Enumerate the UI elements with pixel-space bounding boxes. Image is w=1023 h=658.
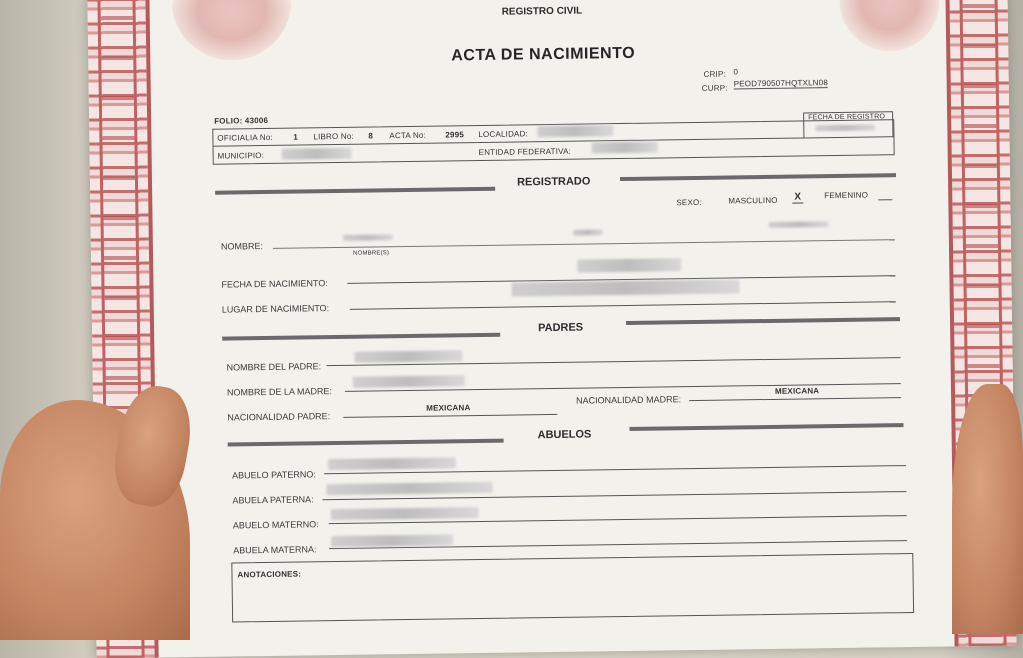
lugar-nacimiento-redacted [511, 279, 739, 296]
section-abuelos: ABUELOS [537, 428, 592, 442]
oficialia-label: OFICIALIA No: [217, 132, 273, 143]
registro-civil-heading: REGISTRO CIVIL [501, 5, 583, 18]
municipio-label: MUNICIPIO: [217, 151, 265, 161]
fecha-registro-redacted [815, 124, 875, 131]
folio: FOLIO: 43006 [214, 115, 269, 126]
libro-value: 8 [368, 131, 374, 141]
curp-value: PEOD790507HQTXLN08 [733, 78, 829, 89]
nac-padre-label: NACIONALIDAD PADRE: [227, 411, 331, 423]
fecha-nacimiento-label: FECHA DE NACIMIENTO: [221, 278, 328, 290]
entidad-label: ENTIDAD FEDERATIVA: [478, 146, 572, 158]
abuelo-materno-label: ABUELO MATERNO: [232, 519, 319, 531]
masculino-mark: X [792, 191, 803, 203]
padre-label: NOMBRE DEL PADRE: [226, 361, 322, 373]
nac-madre-label: NACIONALIDAD MADRE: [576, 394, 682, 406]
acta-label: ACTA No: [389, 130, 427, 141]
abuela-paterna-redacted [326, 482, 492, 495]
municipio-redacted [282, 148, 352, 160]
lugar-nacimiento-label: LUGAR DE NACIMIENTO: [221, 303, 330, 315]
crip-value: 0 [733, 67, 739, 77]
entidad-redacted [591, 142, 657, 154]
section-padres: PADRES [538, 321, 584, 335]
sexo-label: SEXO: [676, 197, 702, 208]
birth-certificate [87, 0, 1016, 658]
acta-value: 2995 [445, 130, 465, 140]
localidad-label: LOCALIDAD: [478, 129, 529, 140]
libro-label: LIBRO No: [313, 131, 354, 142]
masculino-label: MASCULINO [728, 195, 778, 206]
abuelo-materno-redacted [331, 507, 479, 520]
madre-redacted [353, 375, 465, 388]
paterno-redacted [573, 229, 603, 235]
nombre-label: NOMBRE: [220, 241, 263, 252]
nac-padre-value: MEXICANA [426, 403, 471, 413]
certificate-content [149, 0, 954, 658]
section-registrado: REGISTRADO [516, 175, 591, 189]
abuela-materna-redacted [331, 534, 453, 547]
madre-label: NOMBRE DE LA MADRE: [226, 386, 333, 398]
curp-label: CURP: [701, 83, 728, 93]
localidad-redacted [537, 125, 613, 137]
fecha-nacimiento-redacted [577, 258, 681, 272]
abuelo-paterno-redacted [328, 457, 456, 470]
oficialia-value: 1 [293, 132, 299, 142]
crip-label: CRIP: [703, 69, 726, 79]
materno-redacted [769, 221, 829, 228]
right-hand [952, 384, 1023, 634]
nombre-redacted [343, 234, 393, 241]
nombres-sublabel: NOMBRE(S) [352, 250, 390, 257]
padre-redacted [354, 350, 462, 363]
document-title: ACTA DE NACIMIENTO [451, 44, 636, 65]
nac-madre-value: MEXICANA [774, 386, 820, 396]
anotaciones-box [231, 553, 914, 623]
femenino-label: FEMENINO [824, 190, 869, 201]
abuelo-paterno-label: ABUELO PATERNO: [232, 469, 316, 481]
abuela-materna-label: ABUELA MATERNA: [233, 544, 317, 556]
fecha-registro-label: FECHA DE REGISTRO [808, 113, 886, 122]
anotaciones-label: ANOTACIONES: [237, 569, 302, 580]
abuela-paterna-label: ABUELA PATERNA: [232, 494, 314, 506]
